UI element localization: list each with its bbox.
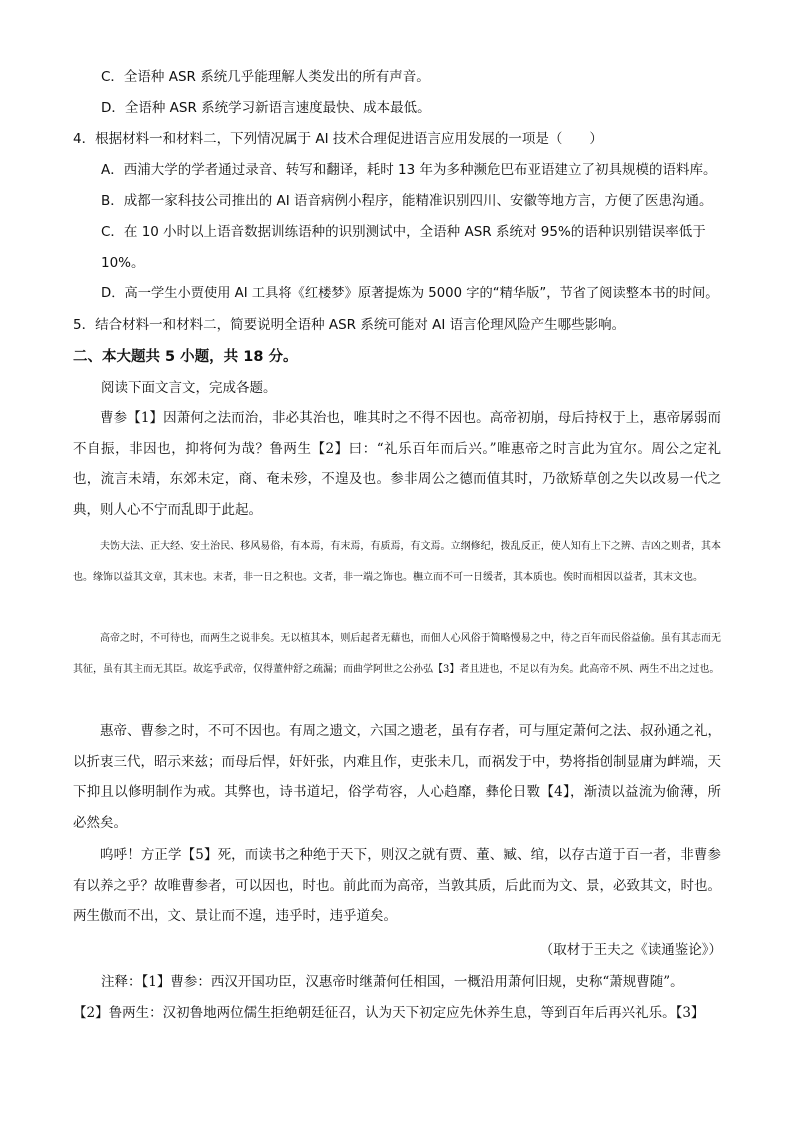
q4-option-a: A．西浦大学的学者通过录音、转写和翻译，耗时 13 年为多种濒危巴布亚语建立了初具规模的语料库。 xyxy=(101,162,717,178)
passage-paragraph-1: 曹参【1】因萧何之法而治，非必其治也，唯其时之不得不因也。高帝初崩，母后持权于上，惠帝孱弱而不自振，非因也，抑将何为哉？鲁两生【2】曰：“礼乐百年而后兴。”唯惠帝之时言此为宜尔。周公之定礼也，流言未靖，东郊未定，商、奄未殄，不遑及也。参非周公之德而值其时，乃欲矫草创之失以改易一代之典，则人心不宁而乱即于此起。 xyxy=(73,410,721,518)
passage-paragraph-5: 呜呼！方正学【5】死，而读书之种绝于天下，则汉之就有贾、董、臧、绾，以存古道于百一者，非曹参有以养之乎？故唯曹参者，可以因也，时也。前此而为高帝，当敦其质，后此而为文、景，必致其文，时也。两生傲而不出，文、景让而不遑，违乎时，违乎道矣。 xyxy=(73,847,721,924)
passage-paragraph-2: 夫饬大法、正大经、安土治民、移风易俗，有本焉，有末焉，有质焉，有文焉。立纲修纪，拨乱反正，使人知有上下之辨、吉凶之则者，其本也。缘饰以益其文章，其末也。末者，非一日之积也。文者，非一端之饰也。橅立而不可一日缓者，其本质也。俟时而相因以益者，其末文也。 xyxy=(73,541,721,583)
q4-stem: 4．根据材料一和材料二，下列情况属于 AI 技术合理促进语言应用发展的一项是（ ） xyxy=(73,131,603,147)
q3-option-d: D．全语种 ASR 系统学习新语言速度最快、成本最低。 xyxy=(101,100,431,116)
q4-option-c: C．在 10 小时以上语音数据训练语种的识别测试中，全语种 ASR 系统对 95%的语种识别错误率低于 xyxy=(101,224,706,240)
section-heading: 二、本大题共 5 小题，共 18 分。 xyxy=(73,349,298,365)
reading-instruction: 阅读下面文言文，完成各题。 xyxy=(101,380,277,396)
q4-option-d: D．高一学生小贾使用 AI 工具将《红楼梦》原著提炼为 5000 字的“精华版”，节省了阅读整本书的时间。 xyxy=(101,286,719,301)
passage-paragraph-3: 高帝之时，不可待也，而两生之说非矣。无以植其本，则后起者无藉也，而佃人心风俗于简略慢易之中，待之百年而民俗益偷。虽有其志而无其征，虽有其主而无其臣。故迄乎武帝，仅得董仲舒之疏漏；而曲学阿世之公孙弘【3】者且进也，不足以有为矣。此高帝不夙、两生不出之过也。 xyxy=(73,633,721,675)
notes-line-1: 注释：【1】曹参：西汉开国功臣，汉惠帝时继萧何任相国，一概沿用萧何旧规，史称“萧规曹随”。 xyxy=(101,974,684,990)
passage-paragraph-4: 惠帝、曹参之时，不可不因也。有周之遗文，六国之遗老，虽有存者，可与厘定萧何之法、叔孙通之礼，以折衷三代，昭示来兹；而母后悍，奸奸张，内难且作，吏张未几，而祸发于中，势将指创制显庸为衅端，天下抑且以修明制作为戒。其弊也，诗书道圮，俗学苟容，人心趋靡，彝伦日斁【4】，渐渍以益流为偷薄，所必然矣。 xyxy=(73,723,721,831)
q3-option-c: C．全语种 ASR 系统几乎能理解人类发出的所有声音。 xyxy=(101,69,430,85)
passage-source: （取材于王夫之《读通鉴论》） xyxy=(539,942,722,958)
q4-option-c-cont: 10%。 xyxy=(101,255,145,271)
notes-line-2: 【2】鲁两生：汉初鲁地两位儒生拒绝朝廷征召，认为天下初定应先休养生息，等到百年后再兴礼乐。【3】 xyxy=(73,1005,705,1021)
q5-stem: 5．结合材料一和材料二，简要说明全语种 ASR 系统可能对 AI 语言伦理风险产生哪些影响。 xyxy=(73,317,626,333)
q4-option-b: B．成都一家科技公司推出的 AI 语音病例小程序，能精准识别四川、安徽等地方言，方便了医患沟通。 xyxy=(101,193,713,209)
